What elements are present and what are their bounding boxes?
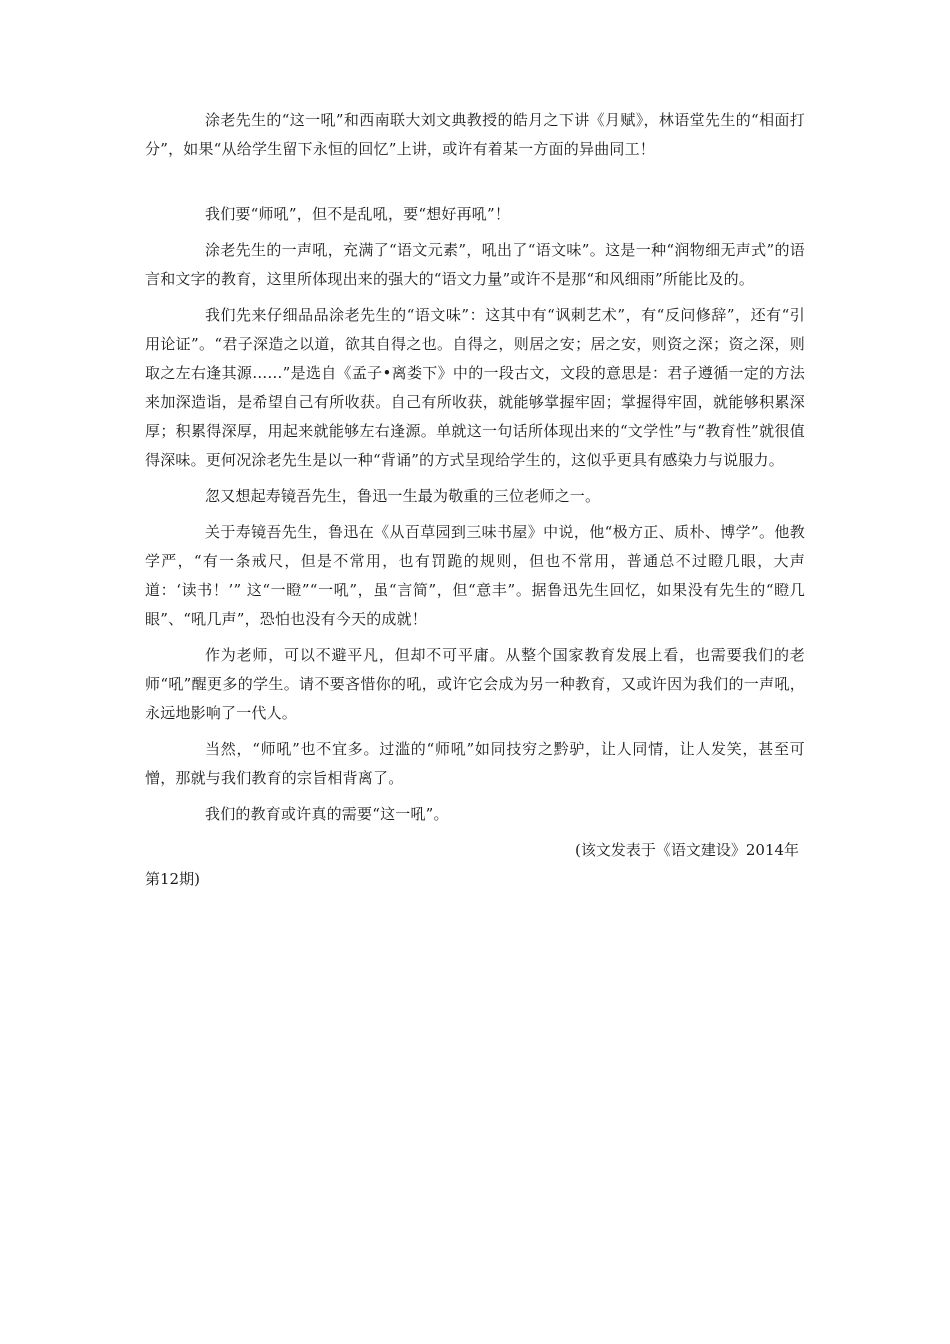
document-page (145, 106, 805, 894)
paragraph-1: 涂老先生的“这一吼”和西南联大刘文典教授的皓月之下讲《月赋》，林语堂先生的“相面打分”，如果“从给学生留下永恒的回忆”上讲，或许有着某一方面的异曲同工！ (145, 111, 805, 158)
paragraph-5: 忽又想起寿镜吾先生，鲁迅一生最为敬重的三位老师之一。 (205, 487, 601, 505)
paragraph-7: 作为老师，可以不避平凡，但却不可平庸。从整个国家教育发展上看，也需要我们的老师“吼”醒更多的学生。请不要吝惜你的吼，或许它会成为另一种教育，又或许因为我们的一声吼，永远地影响了一代人。 (145, 646, 805, 722)
paragraph-2: 我们要“师吼”，但不是乱吼，要“想好再吼”！ (205, 205, 511, 223)
paragraph-9: 我们的教育或许真的需要“这一吼”。 (205, 805, 449, 823)
paragraph-6: 关于寿镜吾先生，鲁迅在《从百草园到三味书屋》中说，他“极方正、质朴、博学”。他教学严，“有一条戒尺，但是不常用，也有罚跪的规则，但也不常用，普通总不过瞪几眼，大声道：‘读书！’” 这“一瞪”“一吼”，虽“言简”，但“意丰”。据鲁迅先生回忆，如果没有先生的“瞪几眼”、“吼几声”，恐怕也没有今天的成就！ (145, 523, 805, 628)
paragraph-3: 涂老先生的一声吼，充满了“语文元素”，吼出了“语文味”。这是一种“润物细无声式”的语言和文字的教育，这里所体现出来的强大的“语文力量”或许不是那“和风细雨”所能比及的。 (145, 241, 805, 288)
source-note: (该文发表于《语文建设》2014年第12期) (145, 841, 800, 888)
paragraph-8: 当然，“师吼”也不宜多。过滥的“师吼”如同技穷之黔驴，让人同情，让人发笑，甚至可憎，那就与我们教育的宗旨相背离了。 (145, 740, 805, 787)
paragraph-4: 我们先来仔细品品涂老先生的“语文味”：这其中有“讽刺艺术”，有“反问修辞”，还有“引用论证”。“君子深造之以道，欲其自得之也。自得之，则居之安；居之安，则资之深；资之深，则取之左右逢其源……”是选自《孟子•离娄下》中的一段古文，文段的意思是：君子遵循一定的方法来加深造诣，是希望自己有所收获。自己有所收获，就能够掌握牢固；掌握得牢固，就能够积累深厚；积累得深厚，用起来就能够左右逢源。单就这一句话所体现出来的“文学性”与“教育性”就很值得深味。更何况涂老先生是以一种“背诵”的方式呈现给学生的，这似乎更具有感染力与说服力。 (145, 306, 805, 469)
